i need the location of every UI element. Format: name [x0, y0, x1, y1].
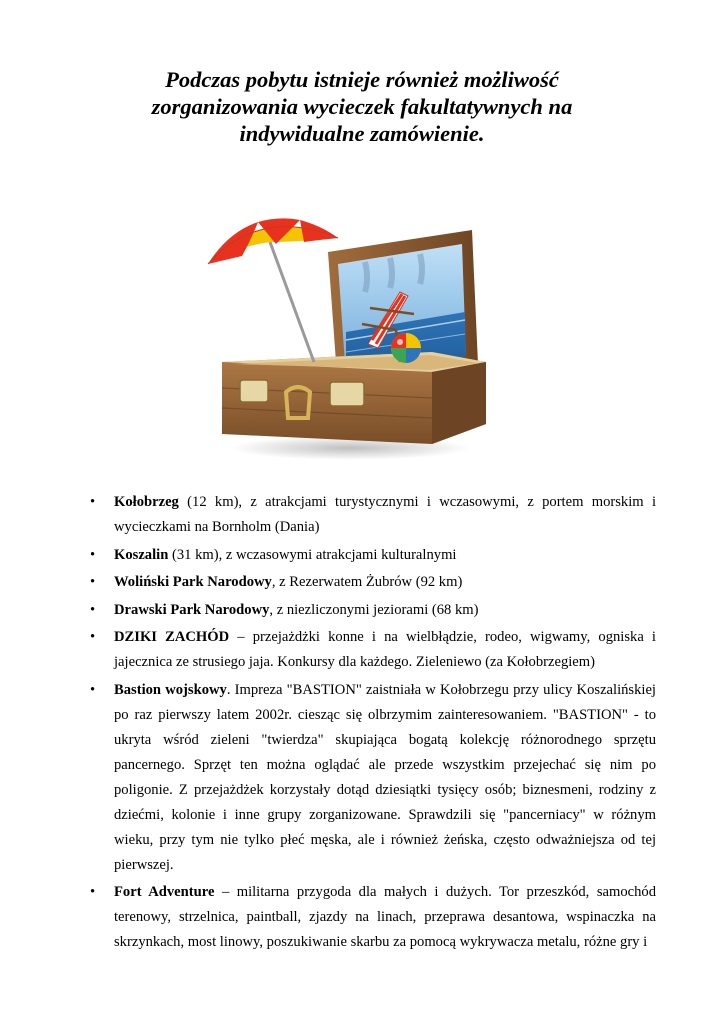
- list-item: [90, 598, 656, 623]
- suitcase-beach-icon: [200, 212, 490, 462]
- excursion-description: – militarna przygoda dla małych i dużych. Tor przeszkód, samochód terenowy, strzelnica, paintball, zjazdy na linach, przeprawa desantowa, wspinaczka na skrzynkach, most linowy, poszukiwanie skarbu za pomocą wykrywacza metalu, różne gry i: [114, 884, 656, 950]
- title-line-2: zorganizowania wycieczek fakultatywnych na: [151, 94, 573, 119]
- excursion-description: (31 km), z wczasowymi atrakcjami kulturalnymi: [168, 546, 457, 563]
- list-item: [90, 543, 656, 568]
- beach-umbrella-icon: [208, 218, 338, 362]
- excursion-name: Woliński Park Narodowy: [114, 574, 272, 590]
- excursion-name: Kołobrzeg: [114, 494, 179, 510]
- excursion-name: DZIKI ZACHÓD: [114, 629, 230, 645]
- excursion-description: – przejażdżki konne i na wielbłądzie, rodeo, wigwamy, ogniska i jajecznica ze strusiego jaja. Konkursy dla każdego. Zieleniewo (za Kołobrzegiem): [114, 629, 656, 670]
- excursion-description: , z niezliczonymi jeziorami (68 km): [269, 601, 479, 618]
- list-item: [90, 490, 656, 540]
- excursion-name: Fort Adventure: [114, 884, 215, 900]
- excursion-description: . Impreza "BASTION" zaistniała w Kołobrzegu przy ulicy Koszalińskiej po raz pierwszy latem 2002r. ciesząc się olbrzymim zainteresowaniem. "BASTION" - to ukryta wśród zieleni "twierdza" skupiająca bogatą kolekcję różnorodnego sprzętu pancernego. Sprzęt ten można oglądać ale przede wszystkim przejechać się nim po poligonie. Z przejażdżek korzystały dotąd dziesiątki tysięcy osób; biznesmeni, rodziny z dziećmi, kolonie i inne grupy zorganizowane. Sprawdzili się "pancerniacy" w różnym wieku, przy tym nie tylko płeć męska, ale i również żeńska, często odważniejsza od tej pierwszej.: [114, 681, 656, 873]
- beach-ball-icon: [391, 333, 421, 363]
- excursion-description: (12 km), z atrakcjami turystycznymi i wczasowymi, z portem morskim i wycieczkami na Bornholm (Dania): [114, 494, 656, 535]
- list-item: [90, 880, 656, 955]
- excursion-name: Drawski Park Narodowy: [114, 601, 270, 618]
- excursion-description: , z Rezerwatem Żubrów (92 km): [271, 574, 463, 590]
- excursion-name: Koszalin: [114, 546, 169, 563]
- title-line-1: Podczas pobytu istnieje również możliwość: [165, 67, 559, 92]
- list-item: [90, 678, 656, 878]
- page-title: [80, 66, 644, 147]
- excursion-name: Bastion wojskowy: [114, 681, 227, 698]
- list-item: [90, 570, 656, 595]
- excursion-list: [90, 490, 656, 958]
- title-line-3: indywidualne zamówienie.: [239, 121, 485, 146]
- list-item: [90, 625, 656, 675]
